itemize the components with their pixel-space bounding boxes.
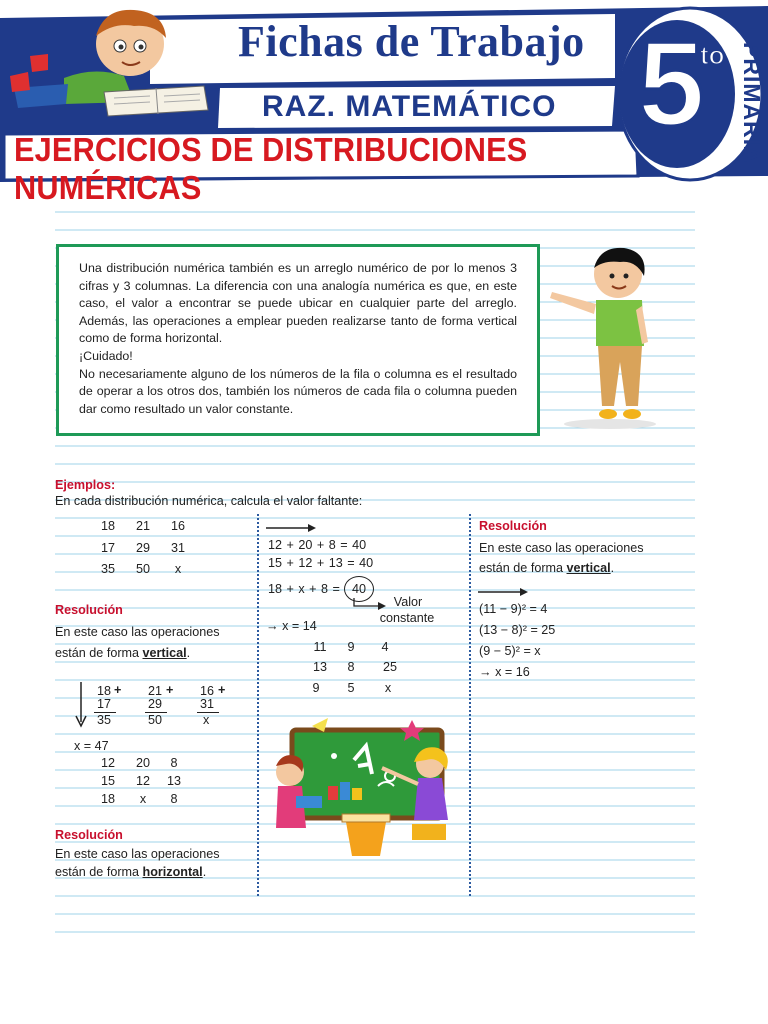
- grid3-r3-c3: x: [384, 681, 392, 695]
- grid2-r1-c2: 20: [135, 756, 150, 770]
- grid2-r3-c1: 18: [100, 792, 115, 806]
- grid1-r2-c2: 29: [135, 541, 150, 555]
- grid1-r2-c3: 31: [170, 541, 185, 555]
- col2-equation-2: 15 + 12 + 13 = 40: [268, 556, 374, 570]
- grid1-r3-c1: 35: [100, 562, 115, 576]
- col2-result: → x = 14: [266, 619, 317, 633]
- page-title-banner: EJERCICIOS DE DISTRIBUCIONES NUMÉRICAS: [14, 131, 528, 206]
- examples-heading: Ejemplos:: [55, 478, 116, 492]
- grid3-r2-c2: 8: [347, 660, 355, 674]
- intro-paragraph-2: No necesariamente alguno de los números de la fila o columna es el resultado de operar a los otros dos, también los números de cada fila o columna pueden dar como resultado un valor constante.: [79, 366, 517, 416]
- kids-chalkboard-illustration: [262, 716, 462, 864]
- constant-label-a: Valor: [393, 595, 423, 609]
- grid1-r3-c3: x: [174, 562, 182, 576]
- col3-result: → x = 16: [479, 665, 530, 679]
- col2-equation-1: 12 + 20 + 8 = 40: [268, 538, 367, 552]
- examples-instruction: En cada distribución numérica, calcula el valor faltante:: [55, 494, 363, 508]
- grid3-r2-c1: 13: [312, 660, 327, 674]
- sum-row1-c1: 18: [97, 684, 112, 698]
- constant-label-b: constante: [379, 611, 435, 625]
- col3-equation-1: (11 − 9)² = 4: [479, 602, 548, 616]
- grid1-r1-c1: 18: [100, 519, 115, 533]
- col3-equation-2: (13 − 8)² = 25: [479, 623, 556, 637]
- grid1-r1-c2: 21: [135, 519, 150, 533]
- header-title: Fichas de Trabajo: [238, 17, 585, 66]
- grid1-r2-c1: 17: [100, 541, 115, 555]
- sum-row3-c1: 35: [97, 713, 112, 727]
- sum-row3-c2: 50: [148, 713, 163, 727]
- resolution2-text-b: están de forma horizontal.: [55, 865, 207, 879]
- sum-row1-c2: 21: [148, 684, 163, 698]
- grid2-r1-c3: 8: [170, 756, 178, 770]
- resolution2-heading: Resolución: [55, 828, 123, 842]
- sum-row1-c3: 16: [200, 684, 215, 698]
- grid1-r1-c3: 16: [170, 519, 185, 533]
- plus-sign-2: +: [166, 683, 174, 697]
- grid2-r2-c1: 15: [100, 774, 115, 788]
- column-divider-2: [469, 514, 471, 896]
- header-subject: RAZ. MATEMÁTICO: [262, 90, 557, 123]
- resolution3-text-b: están de forma vertical.: [479, 561, 615, 575]
- sum-row2-c1: 17: [97, 697, 112, 711]
- boy-reading-illustration: [4, 6, 214, 121]
- resolution1-heading: Resolución: [55, 603, 123, 617]
- plus-sign-1: +: [114, 683, 122, 697]
- resolution3-text-a: En este caso las operaciones: [479, 541, 644, 555]
- resolution3-heading: Resolución: [479, 519, 547, 533]
- resolution3-keyword: vertical: [566, 561, 611, 575]
- grade-level-label: PRIMARIA: [739, 42, 765, 164]
- col2-equation-3: 18 + x + 8 =: [268, 582, 340, 596]
- column-divider-1: [257, 514, 259, 896]
- col3-equation-3: (9 − 5)² = x: [479, 644, 541, 658]
- down-arrow-icon: [74, 682, 88, 728]
- grid1-r3-c2: 50: [135, 562, 150, 576]
- resolution3-text-b-label: están de forma: [479, 561, 564, 575]
- sum-row2-c3: 31: [200, 697, 215, 711]
- grade-suffix: to: [700, 40, 725, 70]
- intro-paragraph-1: Una distribución numérica también es un arreglo numérico de por lo menos 3 cifras y 3 columnas. La diferencia con una analogía numérica es que, en este caso, el valor a encontrar se puede ubicar en cualquier parte del arreglo. Además, las operaciones a emplear pueden realizarse tanto de forma vertical como de forma horizontal.: [79, 261, 517, 346]
- resolution2-text-b-label: están de forma: [55, 865, 140, 879]
- grid3-r2-c3: 25: [382, 660, 397, 674]
- grid3-r1-c1: 11: [313, 640, 327, 654]
- grid2-r2-c2: 12: [135, 774, 150, 788]
- grid3-r3-c1: 9: [312, 681, 320, 695]
- resolution1-text-a: En este caso las operaciones: [55, 625, 220, 639]
- intro-warning: ¡Cuidado!: [79, 348, 133, 363]
- right-arrow-icon: [266, 522, 318, 534]
- resolution2-keyword: horizontal: [142, 865, 203, 879]
- grid2-r2-c3: 13: [166, 774, 181, 788]
- grid3-r3-c2: 5: [347, 681, 355, 695]
- boy-pointing-illustration: [548, 246, 668, 431]
- grid2-r1-c1: 12: [100, 756, 115, 770]
- resolution1-text-b: están de forma vertical.: [55, 646, 191, 660]
- resolution1-text-b-label: están de forma: [55, 646, 140, 660]
- resolution1-keyword: vertical: [142, 646, 187, 660]
- grid3-r1-c2: 9: [347, 640, 355, 654]
- intro-text: [79, 260, 517, 418]
- sum-row3-c3: x: [203, 713, 210, 727]
- constant-circle: 40: [344, 576, 374, 602]
- grid2-r3-c3: 8: [170, 792, 178, 806]
- grid3-r1-c3: 4: [381, 640, 389, 654]
- sum-row2-c2: 29: [148, 697, 163, 711]
- right-arrow-icon-2: [478, 586, 530, 598]
- grade-number: 5: [638, 17, 705, 151]
- plus-sign-3: +: [218, 683, 226, 697]
- resolution2-text-a: En este caso las operaciones: [55, 847, 220, 861]
- grid2-r3-c2: x: [139, 792, 147, 806]
- result1: x = 47: [74, 739, 109, 753]
